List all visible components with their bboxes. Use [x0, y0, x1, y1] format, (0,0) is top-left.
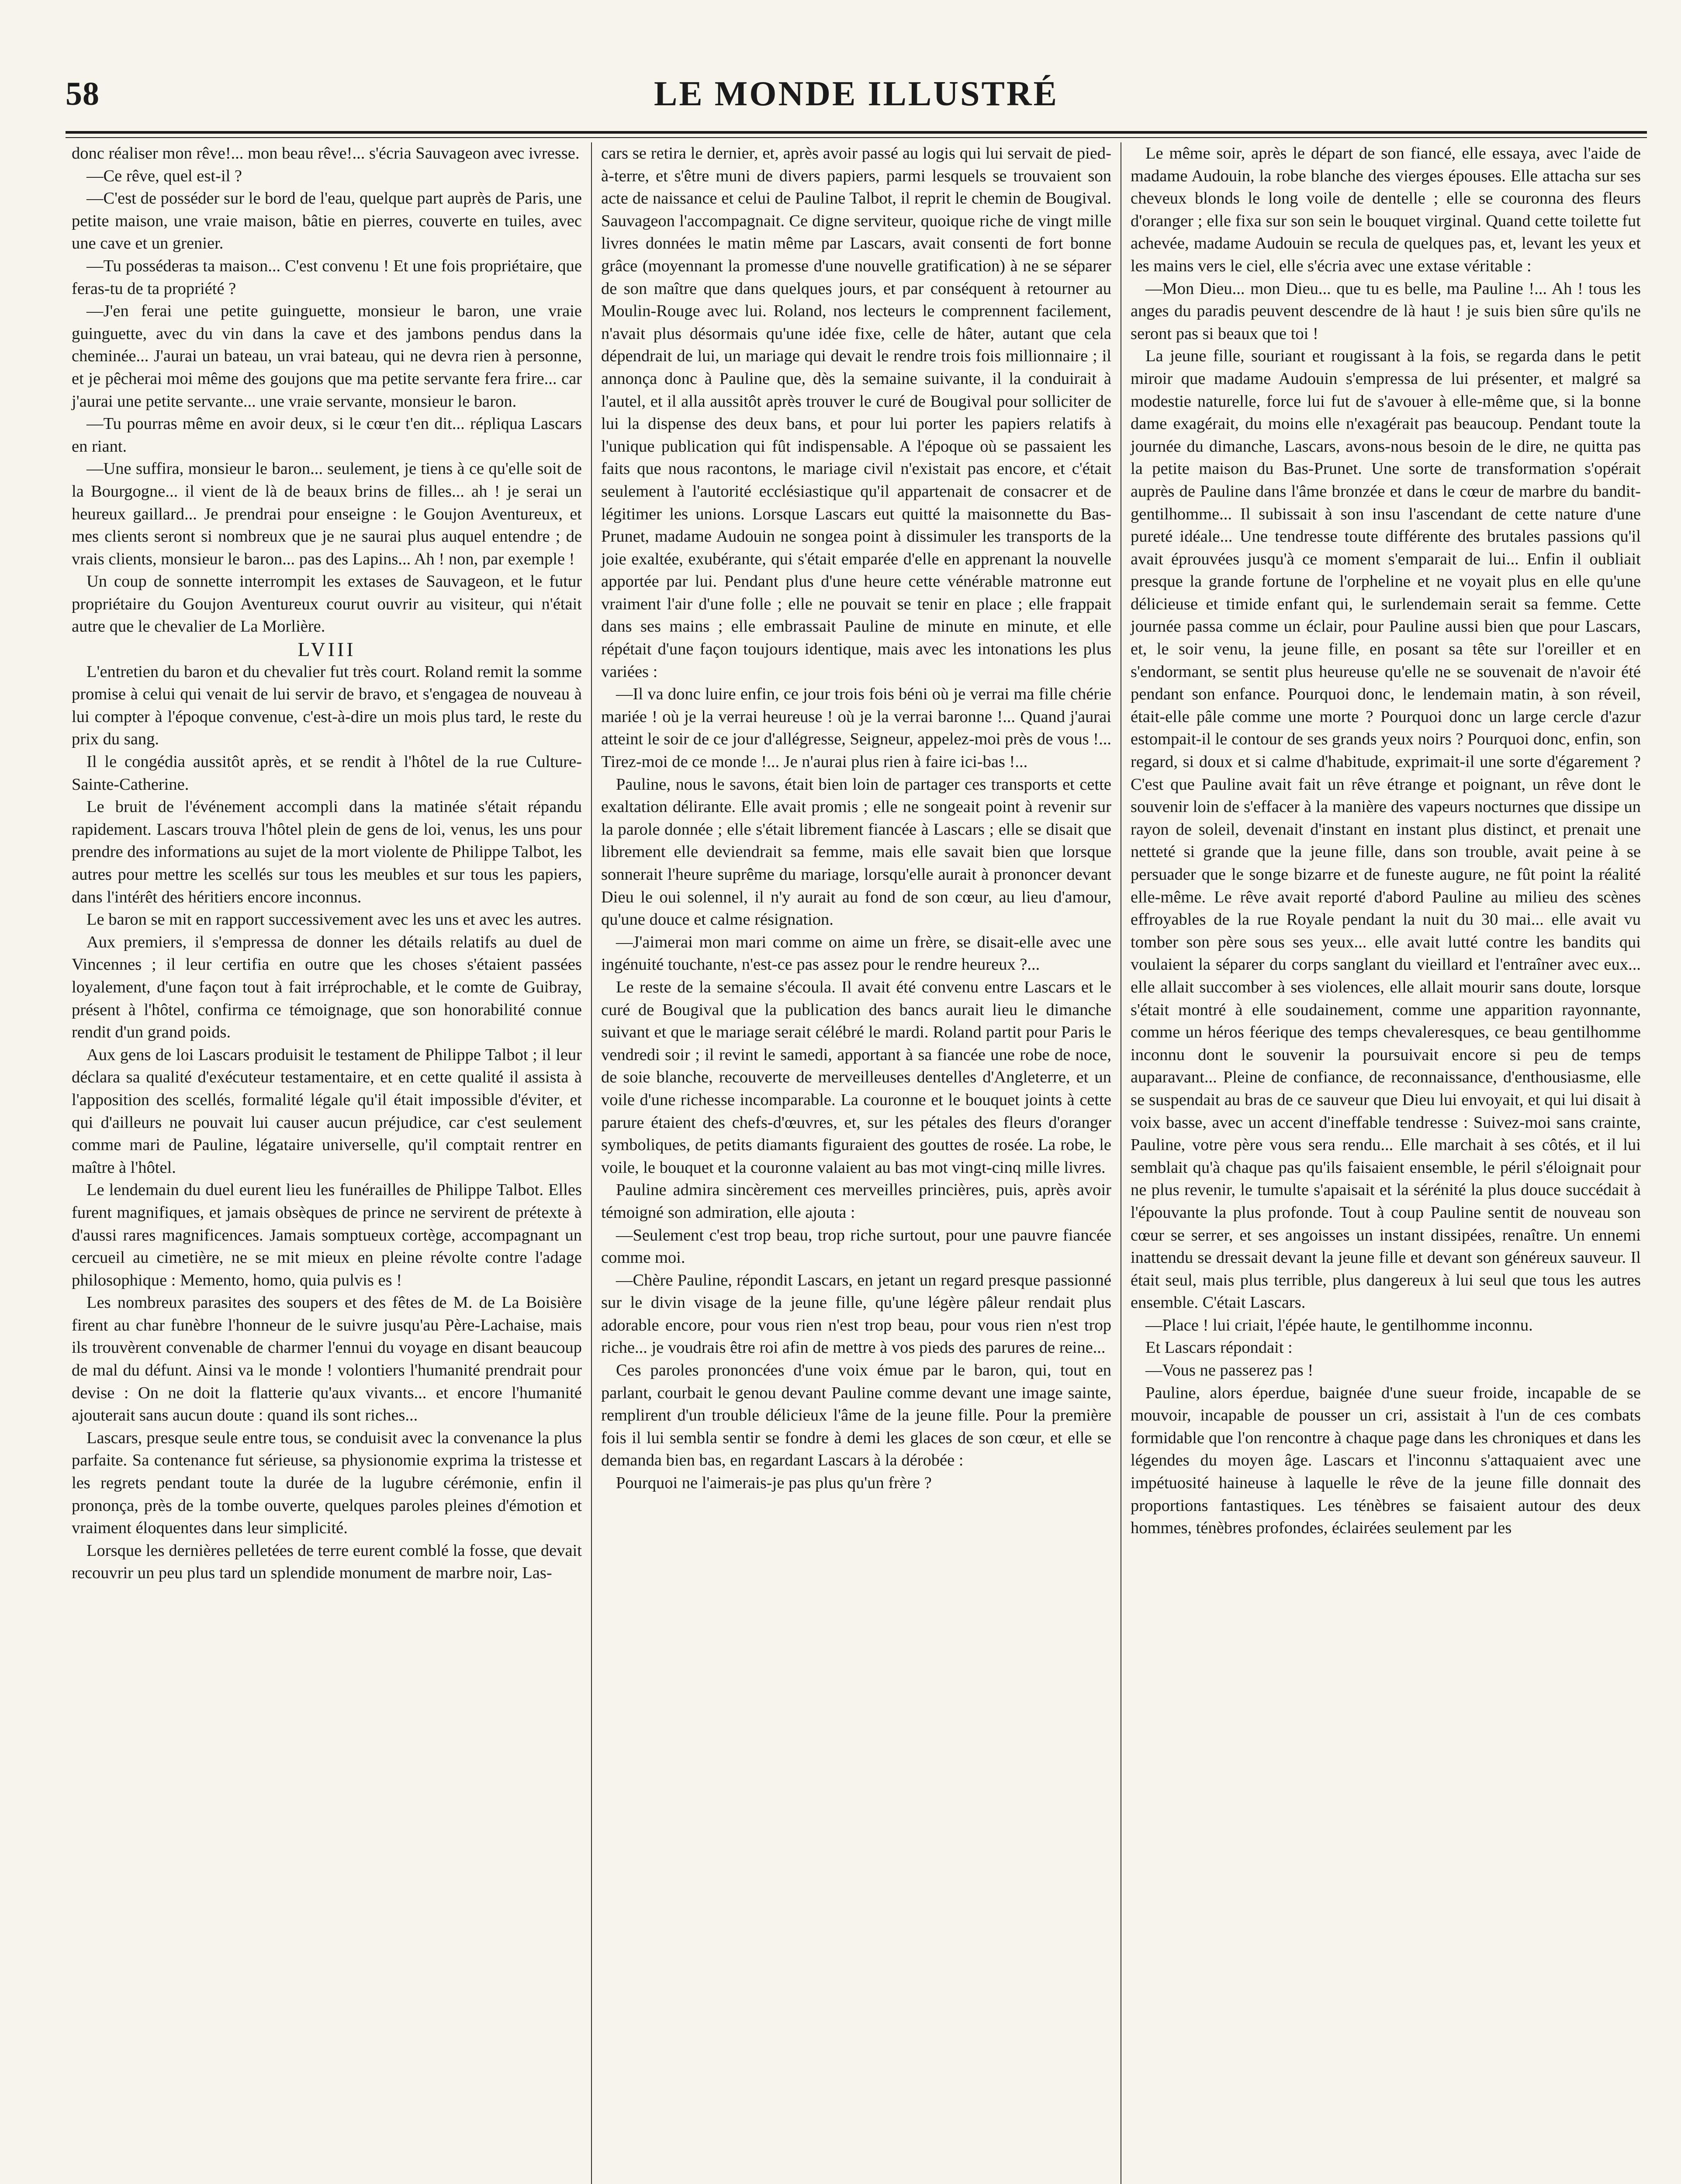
- paragraph: —Tu pourras même en avoir deux, si le cœur t'en dit... répliqua Lascars en riant.: [72, 415, 582, 456]
- paragraph: Il le congédia aussitôt après, et se rendit à l'hôtel de la rue Culture-Sainte-Catherine.: [72, 753, 582, 794]
- paragraph: Le baron se mit en rapport successivement avec les uns et avec les autres.: [86, 910, 582, 929]
- paragraph: —Tu posséderas ta maison... C'est convenu ! Et une fois propriétaire, que feras-tu de ta propriété ?: [72, 256, 582, 298]
- header-rule-thin: [66, 137, 1647, 138]
- column-divider: [1117, 142, 1124, 2184]
- paragraph: —C'est de posséder sur le bord de l'eau, quelque part auprès de Paris, une petite maison, une vraie maison, bâtie en pierres, couverte en tuiles, avec une cave et un grenier.: [72, 189, 582, 253]
- journal-title: LE MONDE ILLUSTRÉ: [654, 74, 1058, 113]
- article-columns: [66, 142, 1647, 2184]
- paragraph: —Mon Dieu... mon Dieu... que tu es belle, ma Pauline !... Ah ! tous les anges du paradis peuvent descendre de là haut ! je suis bien sûre qu'ils ne seront pas si beaux que toi !: [1131, 279, 1641, 343]
- paragraph: Aux premiers, il s'empressa de donner les détails relatifs au duel de Vincennes ; il leur certifia en outre que les choses s'étaient passées loyalement, d'une façon tout à fait irréprochable, et le comte de Guibray, présent à l'hôtel, confirma ce témoignage, que son honorabilité connue rendit d'un grand poids.: [72, 933, 582, 1042]
- column-1: [66, 142, 588, 2184]
- paragraph: Le lendemain du duel eurent lieu les funérailles de Philippe Talbot. Elles furent magnifiques, et jamais obsèques de prince ne servirent de prétexte à d'aussi rares magnificences. Jamais somptueux cortège, accompagnant un cercueil au cimetière, ne se mit mieux en pleine révolte contre l'adage philosophique : Memento, homo, quia pulvis es !: [72, 1181, 582, 1289]
- column-2: [595, 142, 1117, 2184]
- page-header: [66, 66, 1647, 122]
- column-divider: [588, 142, 595, 2184]
- paragraph: Le reste de la semaine s'écoula. Il avait été convenu entre Lascars et le curé de Bougival que la publication des bancs aurait lieu le dimanche suivant et que le mariage serait célébré le mardi. Roland partit pour Paris le vendredi soir ; il revint le samedi, apportant à sa fiancée une robe de noce, de soie blanche, recouverte de merveilleuses dentelles d'Angleterre, et un voile d'une richesse incomparable. La couronne et le bouquet joints à cette parure étaient des chefs-d'œuvres, et, sur les pétales des fleurs d'oranger symboliques, de petits diamants figuraient des gouttes de rosée. La robe, le voile, le bouquet et la couronne valaient au bas mot vingt-cinq mille livres.: [601, 978, 1111, 1177]
- paragraph: donc réaliser mon rêve!... mon beau rêve!... s'écria Sauvageon avec ivresse.: [72, 144, 580, 162]
- paragraph: La jeune fille, souriant et rougissant à la fois, se regarda dans le petit miroir que madame Audouin s'empressa de lui présenter, et malgré sa modestie naturelle, force lui fut de s'avouer à elle-même que, si la bonne dame exagérait, du moins elle n'exagérait pas beaucoup. Pendant toute la journée du dimanche, Lascars, avons-nous besoin de le dire, ne quitta pas la petite maison du Bas-Prunet. Une sorte de transformation s'opérait auprès de Pauline dans l'âme bronzée et dans le cœur de marbre du bandit-gentilhomme... Il subissait à son insu l'ascendant de cette nature d'une pureté idéale... Une tendresse toute différente des brutales passions qu'il avait éprouvées jusqu'à ce moment s'emparait de lui... Enfin il oubliait presque la grande fortune de l'orpheline et ne voyait plus en elle qu'une délicieuse et timide enfant qui, le surlendemain serait sa femme. Cette journée passa comme un éclair, pour Pauline aussi bien que pour Lascars, et, le soir venu, la jeune fille, en posant sa tête sur l'oreiller et en s'endormant, se sentit plus heureuse qu'elle ne se souvenait de n'avoir été pendant son enfance. Pourquoi donc, le lendemain matin, à son réveil, était-elle pâle comme une morte ? Pourquoi donc un large cercle d'azur estompait-il le contour de ses grands yeux noirs ? Pourquoi donc, enfin, son regard, si doux et si calme d'habitude, exprimait-il une sorte d'égarement ? C'est que Pauline avait fait un rêve étrange et poignant, un rêve dont le souvenir loin de s'effacer à la manière des vapeurs nocturnes que dissipe un rayon de soleil, devenait d'instant en instant plus distinct, et prenait une netteté si grande que la jeune fille, dans son trouble, avait peine à se persuader que le songe bizarre et de funeste augure, ne fût point la réalité elle-même. Le rêve avait reporté d'abord Pauline au milieu des scènes effroyables de la rue Royale pendant la nuit du 30 mai... elle avait vu tomber son père sous ses yeux... elle avait lutté contre les bandits qui voulaient la séparer du corps sanglant du vieillard et l'entraîner avec eux... elle allait succomber à ses violences, elle allait mourir sans doute, lorsque s'était montré à elle soudainement, comme une apparition rayonnante, comme un héros féerique des temps chevaleresques, ce beau gentilhomme inconnu dont le souvenir la poursuivait encore si peu de temps auparavant... Pleine de confiance, de reconnaissance, d'enthousiasme, elle se suspendait au bras de ce sauveur que Dieu lui envoyait, et qui lui disait à voix basse, avec un accent d'ineffable tendresse : Suivez-moi sans crainte, Pauline, votre père vous sera rendu... Elle marchait à ses côtés, et il lui semblait qu'à chaque pas qu'ils faisaient ensemble, le péril s'éloignait pour ne plus revenir, le tumulte s'apaisait et la sérénité la plus douce succédait à l'épouvante la plus profonde. Tout à coup Pauline sentit de nouveau son cœur se serrer, et ses angoisses un instant dissipées, renaître. Un ennemi inattendu se dressait devant la jeune fille et devant son généreux sauveur. Il était seul, mais plus terrible, plus dangereux à lui seul que tous les autres ensemble. C'était Lascars.: [1131, 347, 1641, 1312]
- paragraph: Un coup de sonnette interrompit les extases de Sauvageon, et le futur propriétaire du Goujon Aventureux courut ouvrir au visiteur, qui n'était autre que le chevalier de La Morlière.: [72, 572, 582, 636]
- paragraph: Et Lascars répondait :: [1145, 1338, 1293, 1357]
- paragraph: Le même soir, après le départ de son fiancé, elle essaya, avec l'aide de madame Audouin, la robe blanche des vierges épouses. Elle attacha sur ses cheveux blonds le long voile de dentelle ; elle se couronna des fleurs d'oranger ; elle fixa sur son sein le bouquet virginal. Quand cette toilette fut achevée, madame Audouin se recula de quelques pas, et, levant les yeux et les mains vers le ciel, elle s'écria avec une extase véritable :: [1131, 144, 1641, 275]
- paragraph: —Place ! lui criait, l'épée haute, le gentilhomme inconnu.: [1145, 1316, 1533, 1334]
- paragraph: Pauline admira sincèrement ces merveilles princières, puis, après avoir témoigné son admiration, elle ajouta :: [601, 1181, 1111, 1222]
- paragraph: —Ce rêve, quel est-il ?: [86, 166, 242, 185]
- paragraph: —Il va donc luire enfin, ce jour trois fois béni où je verrai ma fille chérie mariée ! où je la verrai heureuse ! où je la verrai baronne !... Quand j'aurai atteint le soir de ce jour d'allégresse, Seigneur, appelez-moi près de vous !... Tirez-moi de ce monde !... Je n'aurai plus rien à faire ici-bas !...: [601, 685, 1111, 771]
- paragraph: Pourquoi ne l'aimerais-je pas plus qu'un frère ?: [616, 1474, 932, 1493]
- paragraph: Pauline, nous le savons, était bien loin de partager ces transports et cette exaltation délirante. Elle avait promis ; elle ne songeait point à revenir sur la parole donnée ; elle s'était librement fiancée à Lascars ; elle se disait que librement elle deviendrait sa femme, mais elle savait bien que lorsque sonnerait l'heure suprême du mariage, lorsqu'elle aurait à prononcer devant Dieu le oui solennel, il n'y aurait au fond de son cœur, au lieu d'amour, qu'une douce et calme résignation.: [601, 775, 1111, 929]
- paragraph: —Chère Pauline, répondit Lascars, en jetant un regard presque passionné sur le divin visage de la jeune fille, qu'une légère pâleur rendait plus adorable encore, pour vous rien n'est trop beau, pour vous rien n'est trop riche... je voudrais être roi afin de mettre à vos pieds des parures de reine...: [601, 1271, 1111, 1357]
- header-rule: [66, 131, 1647, 134]
- paragraph: —J'aimerai mon mari comme on aime un frère, se disait-elle avec une ingénuité touchante, n'est-ce pas assez pour le rendre heureux ?...: [601, 933, 1111, 974]
- chapter-heading: LVIII: [297, 638, 356, 661]
- page-number: 58: [66, 75, 100, 112]
- paragraph: cars se retira le dernier, et, après avoir passé au logis qui lui servait de pied-à-terre, et s'être muni de divers papiers, parmi lesquels se trouvaient son acte de naissance et celui de Pauline Talbot, il reprit le chemin de Bougival. Sauvageon l'accompagnait. Ce digne serviteur, quoique riche de vingt mille livres données le matin même par Lascars, avait consenti de fort bonne grâce (moyennant la promesse d'une nouvelle gratification) à ne se séparer de son maître que dans quelques jours, et par conséquent à retourner au Moulin-Rouge avec lui. Roland, nos lecteurs le comprennent facilement, n'avait plus désormais qu'une idée fixe, celle de hâter, autant que cela dépendrait de lui, un mariage qui devait le rendre trois fois millionnaire ; il annonça donc à Pauline que, dès la semaine suivante, il la conduirait à l'autel, et il alla aussitôt après trouver le curé de Bougival pour solliciter de lui la dispense des deux bans, et pour lui porter les papiers relatifs à l'unique publication qui fût indispensable. A l'époque où se passaient les faits que nous racontons, le mariage civil n'existait pas encore, et c'était seulement à l'autorité ecclésiastique qu'il appartenait de consacrer et de légitimer les unions. Lorsque Lascars eut quitté la maisonnette du Bas-Prunet, madame Audouin ne songea point à dissimuler les transports de la joie exaltée, exubérante, qui s'était emparée d'elle en apprenant la nouvelle apportée par lui. Pendant plus d'une heure cette vénérable matronne eut vraiment l'air d'une folle ; elle ne pouvait se tenir en place ; elle frappait dans ses mains ; elle embrassait Pauline de minute en minute, et elle répétait d'une façon toujours identique, mais avec les intonations les plus variées :: [601, 144, 1111, 681]
- paragraph: —Une suffira, monsieur le baron... seulement, je tiens à ce qu'elle soit de la Bourgogne... il vient de là de beaux brins de filles... ah ! je serai un heureux gaillard... Je prendrai pour enseigne : le Goujon Aventureux, et mes clients seront si nombreux que je ne saurai plus auquel entendre ; de vrais clients, monsieur le baron... pas des Lapins... Ah ! non, par exemple !: [72, 460, 582, 568]
- paragraph: Le bruit de l'événement accompli dans la matinée s'était répandu rapidement. Lascars trouva l'hôtel plein de gens de loi, venus, les uns pour prendre des informations au sujet de la mort violente de Philippe Talbot, les autres pour mettre les scellés sur tous les meubles et sur tous les papiers, dans l'intérêt des héritiers encore inconnus.: [72, 798, 582, 906]
- paragraph: Aux gens de loi Lascars produisit le testament de Philippe Talbot ; il leur déclara sa qualité d'exécuteur testamentaire, et en cette qualité il assista à l'apposition des scellés, formalité légale qu'il était impossible d'éviter, et qui d'ailleurs ne pouvait lui causer aucun préjudice, car c'est seulement comme mari de Pauline, légataire universelle, qu'il comptait rentrer en maître à l'hôtel.: [72, 1045, 582, 1177]
- column-3: [1124, 142, 1647, 2184]
- paragraph: L'entretien du baron et du chevalier fut très court. Roland remit la somme promise à celui qui venait de lui servir de bravo, et s'engagea de nouveau à lui compter à l'époque convenue, c'est-à-dire un mois plus tard, le reste du prix du sang.: [72, 662, 582, 749]
- paragraph: —J'en ferai une petite guinguette, monsieur le baron, une vraie guinguette, avec du vin dans la cave et des jambons pendus dans la cheminée... J'aurai un bateau, un vrai bateau, qui ne devra rien à personne, et je pêcherai moi même des goujons que ma petite servante fera frire... car j'aurai une petite servante... une vraie servante, monsieur le baron.: [72, 302, 582, 411]
- paragraph: Lascars, presque seule entre tous, se conduisit avec la convenance la plus parfaite. Sa contenance fut sérieuse, sa physionomie exprima la tristesse et les regrets pendant toute la durée de la lugubre cérémonie, enfin il prononça, près de la tombe ouverte, quelques paroles pleines d'émotion et vraiment éloquentes dans leur simplicité.: [72, 1428, 582, 1538]
- paragraph: —Vous ne passerez pas !: [1145, 1361, 1314, 1380]
- paragraph: Ces paroles prononcées d'une voix émue par le baron, qui, tout en parlant, courbait le genou devant Pauline comme devant une image sainte, remplirent d'un trouble délicieux l'âme de la jeune fille. Pour la première fois il lui sembla sentir se fondre à demi les glaces de son cœur, et elle se demanda bien bas, en regardant Lascars à la dérobée :: [601, 1361, 1111, 1470]
- paragraph: Lorsque les dernières pelletées de terre eurent comblé la fosse, que devait recouvrir un peu plus tard un splendide monument de marbre noir, Las-: [72, 1541, 582, 1583]
- paragraph: Pauline, alors éperdue, baignée d'une sueur froide, incapable de se mouvoir, incapable de pousser un cri, assistait à l'un de ces combats formidable que l'on rencontre à chaque page dans les chroniques et dans les légendes du moyen âge. Lascars et l'inconnu s'attaquaient avec une impétuosité haineuse à laquelle le rêve de la jeune fille donnait des proportions fantastiques. Les ténèbres se faisaient autour des deux hommes, ténèbres profondes, éclairées seulement par les: [1131, 1383, 1641, 1538]
- paragraph: —Seulement c'est trop beau, trop riche surtout, pour une pauvre fiancée comme moi.: [601, 1226, 1111, 1267]
- paragraph: Les nombreux parasites des soupers et des fêtes de M. de La Boisière firent au char funèbre l'honneur de le suivre jusqu'au Père-Lachaise, mais ils trouvèrent convenable de charmer l'ennui du voyage en disant beaucoup de mal du défunt. Ainsi va le monde ! volontiers l'humanité prendrait pour devise : On ne doit la flatterie qu'aux vivants... et encore l'humanité ajouterait sans aucun doute : quand ils sont riches...: [72, 1293, 582, 1425]
